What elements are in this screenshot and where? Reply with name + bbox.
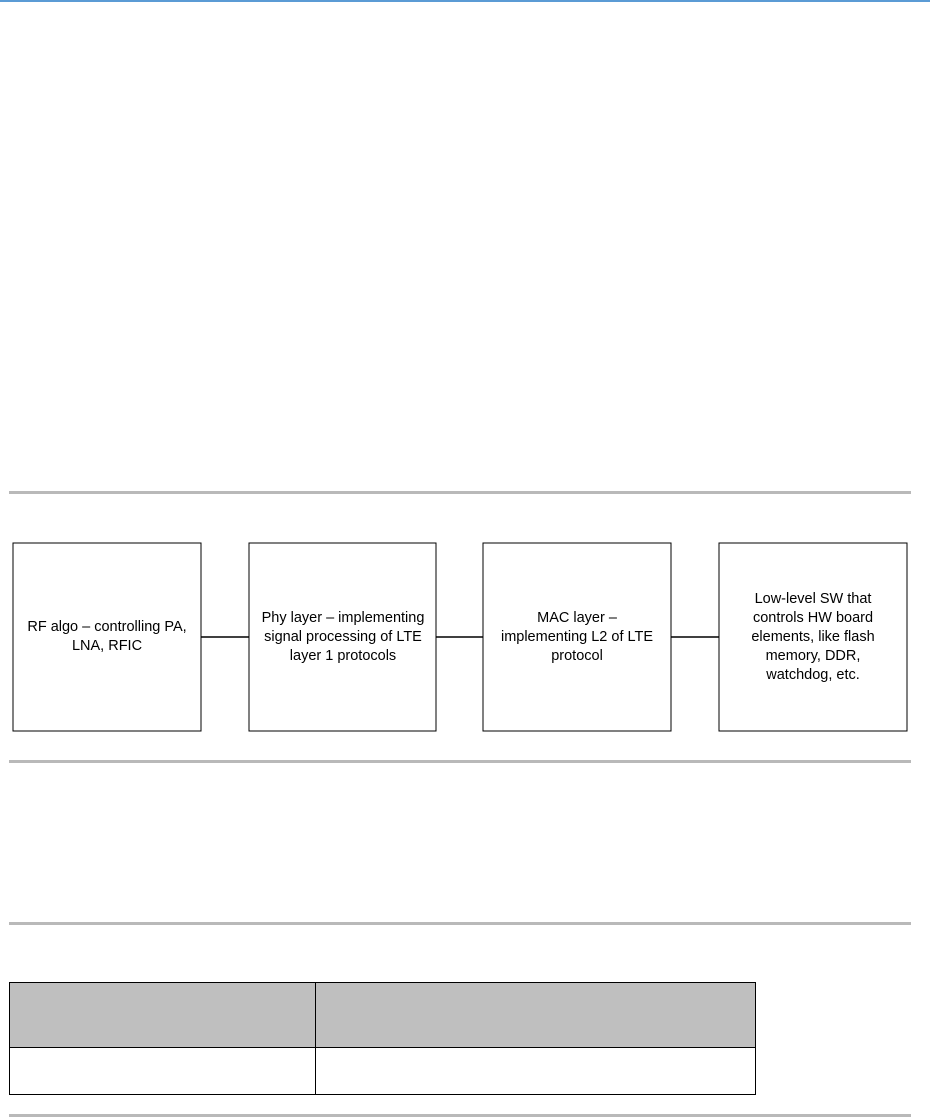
block-low-level-sw-text xyxy=(719,543,907,731)
section-divider-4 xyxy=(9,1114,911,1117)
block-mac-line-1: MAC layer – xyxy=(537,609,617,626)
block-lowlevel-line-5: watchdog, etc. xyxy=(766,666,860,683)
block-mac-line-3: protocol xyxy=(551,647,603,664)
block-mac-line-2: implementing L2 of LTE xyxy=(500,628,654,645)
table-row xyxy=(10,1048,756,1095)
block-rf-algo-line-2: LNA, RFIC xyxy=(71,638,143,654)
block-phy-layer-text xyxy=(249,543,437,731)
table-header-cell xyxy=(316,983,756,1048)
block-phy-line-3: layer 1 protocols xyxy=(289,647,397,664)
section-divider-2 xyxy=(9,760,911,763)
block-phy-line-2: signal processing of LTE xyxy=(264,628,422,645)
table-cell xyxy=(316,1048,756,1095)
section-divider-3 xyxy=(9,922,911,925)
block-rf-algo-text xyxy=(13,543,201,731)
block-mac-layer-text xyxy=(483,543,671,731)
empty-table xyxy=(9,982,756,1095)
block-lowlevel-line-1: Low-level SW that xyxy=(754,590,872,607)
table-header-row xyxy=(10,983,756,1048)
table-header-cell xyxy=(10,983,316,1048)
block-rf-algo-line-1: RF algo – controlling PA, xyxy=(27,619,187,635)
block-lowlevel-line-3: elements, like flash xyxy=(751,628,875,645)
block-lowlevel-line-2: controls HW board xyxy=(752,609,874,626)
block-phy-line-1: Phy layer – implementing xyxy=(261,609,425,626)
block-lowlevel-line-4: memory, DDR, xyxy=(765,647,861,664)
table-cell xyxy=(10,1048,316,1095)
